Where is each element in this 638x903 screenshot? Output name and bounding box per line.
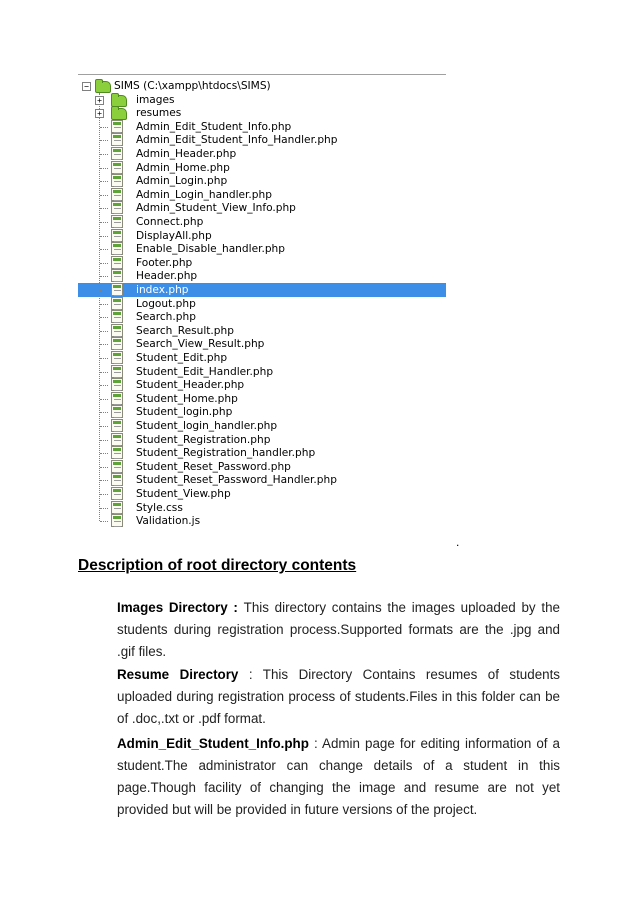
tree-file-item[interactable]	[78, 405, 446, 419]
php-file-icon	[111, 147, 123, 160]
tree-file-item[interactable]	[78, 161, 446, 175]
php-file-icon	[111, 405, 123, 418]
tree-file-item[interactable]	[78, 201, 446, 215]
tree-file-item[interactable]	[78, 147, 446, 161]
tree-branch-line	[100, 154, 108, 155]
stray-dot: .	[456, 535, 460, 549]
php-file-icon	[111, 229, 123, 242]
tree-branch-line	[100, 480, 108, 481]
tree-file-item[interactable]	[78, 392, 446, 406]
tree-branch-line	[100, 317, 108, 318]
tree-branch-line	[100, 331, 108, 332]
folder-icon	[111, 108, 127, 120]
tree-folder-images[interactable]	[78, 93, 446, 107]
tree-branch-line	[100, 127, 108, 128]
tree-file-item[interactable]	[78, 433, 446, 447]
term-separator: :	[238, 667, 263, 682]
tree-branch-line	[100, 372, 108, 373]
tree-root[interactable]	[78, 79, 446, 93]
tree-file-item[interactable]	[78, 324, 446, 338]
php-file-icon	[111, 310, 123, 323]
tree-file-label: Search_Result.php	[136, 324, 234, 337]
tree-branch-line	[100, 181, 108, 182]
tree-file-label: Connect.php	[136, 216, 204, 228]
tree-branch-line	[100, 236, 108, 237]
tree-file-item[interactable]	[78, 188, 446, 202]
tree-branch-line	[100, 208, 108, 209]
tree-branch-line	[100, 222, 108, 223]
tree-file-label: Student_Reset_Password.php	[136, 460, 291, 473]
tree-branch-line	[100, 440, 108, 441]
php-file-icon	[111, 337, 123, 350]
php-file-icon	[111, 161, 123, 174]
tree-branch-line	[100, 276, 108, 277]
paragraph-resumes	[117, 664, 560, 730]
tree-file-label: Admin_Login.php	[136, 175, 228, 188]
tree-file-item[interactable]	[78, 446, 446, 460]
tree-branch-line	[100, 168, 108, 169]
term-description: This Directory Contains resumes of students uploaded during registration process of students.Files in this folder can be of .doc,.txt or .pdf format.	[117, 667, 560, 726]
tree-file-label: Search_View_Result.php	[136, 338, 265, 351]
tree-file-label: Student_Registration.php	[136, 433, 271, 446]
tree-branch-line	[100, 453, 108, 454]
paragraph-images	[117, 597, 560, 663]
tree-file-label: Admin_Home.php	[136, 161, 230, 174]
php-file-icon	[111, 133, 123, 146]
tree-folder-resumes[interactable]	[78, 106, 446, 120]
php-file-icon	[111, 365, 123, 378]
tree-file-item[interactable]	[78, 297, 446, 311]
php-file-icon	[111, 473, 123, 486]
term-label: Images Directory	[117, 600, 228, 615]
tree-branch-line	[100, 195, 108, 196]
tree-branch-line	[100, 290, 108, 291]
term-separator: :	[227, 600, 244, 615]
php-file-icon	[111, 487, 123, 500]
tree-branch-line	[100, 263, 108, 264]
tree-file-item[interactable]	[78, 310, 446, 324]
php-file-icon	[111, 120, 123, 133]
php-file-icon	[111, 174, 123, 187]
css-file-icon	[111, 501, 123, 514]
folder-open-icon	[95, 81, 111, 93]
tree-branch-line	[100, 467, 108, 468]
tree-file-label: Search.php	[136, 311, 196, 324]
tree-file-label: Student_login_handler.php	[136, 420, 278, 432]
tree-folder-label: resumes	[136, 107, 182, 120]
php-file-icon	[111, 433, 123, 446]
tree-file-item[interactable]	[78, 120, 446, 134]
tree-file-item[interactable]	[78, 419, 446, 433]
tree-file-item[interactable]	[78, 514, 446, 528]
tree-file-label: Style.css	[136, 501, 183, 514]
tree-file-label: Student_Home.php	[136, 392, 238, 405]
tree-file-label: Enable_Disable_handler.php	[136, 243, 285, 256]
term-separator: :	[308, 736, 323, 751]
tree-branch-line	[100, 304, 108, 305]
tree-file-item[interactable]	[78, 460, 446, 474]
paragraph-admin-edit	[117, 733, 560, 821]
tree-file-item[interactable]	[78, 378, 446, 392]
tree-branch-line	[100, 412, 108, 413]
tree-branch-line	[100, 399, 108, 400]
tree-file-label: Admin_Login_handler.php	[136, 188, 272, 201]
tree-file-item[interactable]	[78, 337, 446, 351]
tree-branch-line	[100, 426, 108, 427]
tree-file-item[interactable]	[78, 229, 446, 243]
php-file-icon	[111, 269, 123, 282]
tree-file-label: Logout.php	[136, 297, 196, 310]
tree-file-item[interactable]	[78, 501, 446, 515]
tree-branch-line	[100, 344, 108, 345]
tree-file-item[interactable]	[78, 351, 446, 365]
php-file-icon	[111, 446, 123, 459]
php-file-icon	[111, 351, 123, 364]
php-file-icon	[111, 392, 123, 405]
php-file-icon	[111, 419, 123, 432]
tree-file-label: Student_Header.php	[136, 379, 245, 392]
tree-branch-line	[100, 385, 108, 386]
tree-file-label: Admin_Edit_Student_Info_Handler.php	[136, 134, 338, 147]
term-description: This directory contains the images uploaded by the students during registration process.Supported formats are the .jpg and .gif files.	[117, 600, 560, 659]
tree-file-label: Student_Edit_Handler.php	[136, 365, 274, 378]
tree-branch-line	[100, 358, 108, 359]
php-file-icon	[111, 188, 123, 201]
php-file-icon	[111, 242, 123, 255]
tree-root-label: SIMS (C:\xampp\htdocs\SIMS)	[114, 80, 271, 92]
tree-file-item[interactable]	[78, 487, 446, 501]
file-tree	[78, 74, 446, 531]
tree-file-item[interactable]	[78, 283, 446, 297]
tree-file-item[interactable]	[78, 215, 446, 229]
tree-file-label: Student_Edit.php	[136, 352, 228, 364]
tree-file-label: Admin_Header.php	[136, 148, 237, 160]
tree-file-label: Admin_Student_View_Info.php	[136, 202, 296, 215]
php-file-icon	[111, 460, 123, 473]
tree-file-label: Admin_Edit_Student_Info.php	[136, 120, 292, 133]
js-file-icon	[111, 514, 123, 527]
tree-branch-line	[100, 494, 108, 495]
tree-file-item[interactable]	[78, 174, 446, 188]
php-file-icon	[111, 324, 123, 337]
tree-branch-line	[100, 521, 108, 522]
tree-file-label: Student_Reset_Password_Handler.php	[136, 474, 337, 487]
tree-file-item[interactable]	[78, 133, 446, 147]
php-file-icon	[111, 201, 123, 214]
tree-file-label: index.php	[136, 284, 189, 296]
tree-branch-line	[100, 249, 108, 250]
tree-branch-line	[100, 508, 108, 509]
tree-file-item[interactable]	[78, 242, 446, 256]
term-description: Admin page for editing information of a student.The administrator can change details of a student in this page.Though facility of changing the image and resume are not yet provided but will be provided in future versions of the project.	[117, 736, 561, 817]
tree-file-label: Student_View.php	[136, 488, 231, 500]
tree-branch-line	[100, 140, 108, 141]
php-file-icon	[111, 378, 123, 391]
tree-file-label: Validation.js	[136, 515, 201, 528]
section-heading: Description of root directory contents	[78, 557, 357, 574]
php-file-icon	[111, 215, 123, 228]
tree-file-label: Student_login.php	[136, 406, 233, 419]
folder-icon	[111, 95, 127, 107]
tree-file-item[interactable]	[78, 365, 446, 379]
tree-folder-label: images	[136, 93, 175, 106]
tree-file-label: Header.php	[136, 270, 198, 283]
collapse-icon[interactable]: −	[82, 82, 91, 91]
term-label: Resume Directory	[117, 667, 239, 682]
php-file-icon	[111, 283, 123, 296]
php-file-icon	[111, 297, 123, 310]
tree-file-item[interactable]	[78, 256, 446, 270]
tree-file-label: DisplayAll.php	[136, 229, 212, 242]
tree-file-item[interactable]	[78, 473, 446, 487]
tree-file-item[interactable]	[78, 269, 446, 283]
expand-icon[interactable]: +	[95, 109, 104, 118]
php-file-icon	[111, 256, 123, 269]
tree-file-label: Student_Registration_handler.php	[136, 447, 316, 460]
tree-file-label: Footer.php	[136, 256, 193, 269]
expand-icon[interactable]: +	[95, 96, 104, 105]
term-label: Admin_Edit_Student_Info.php	[117, 736, 309, 751]
